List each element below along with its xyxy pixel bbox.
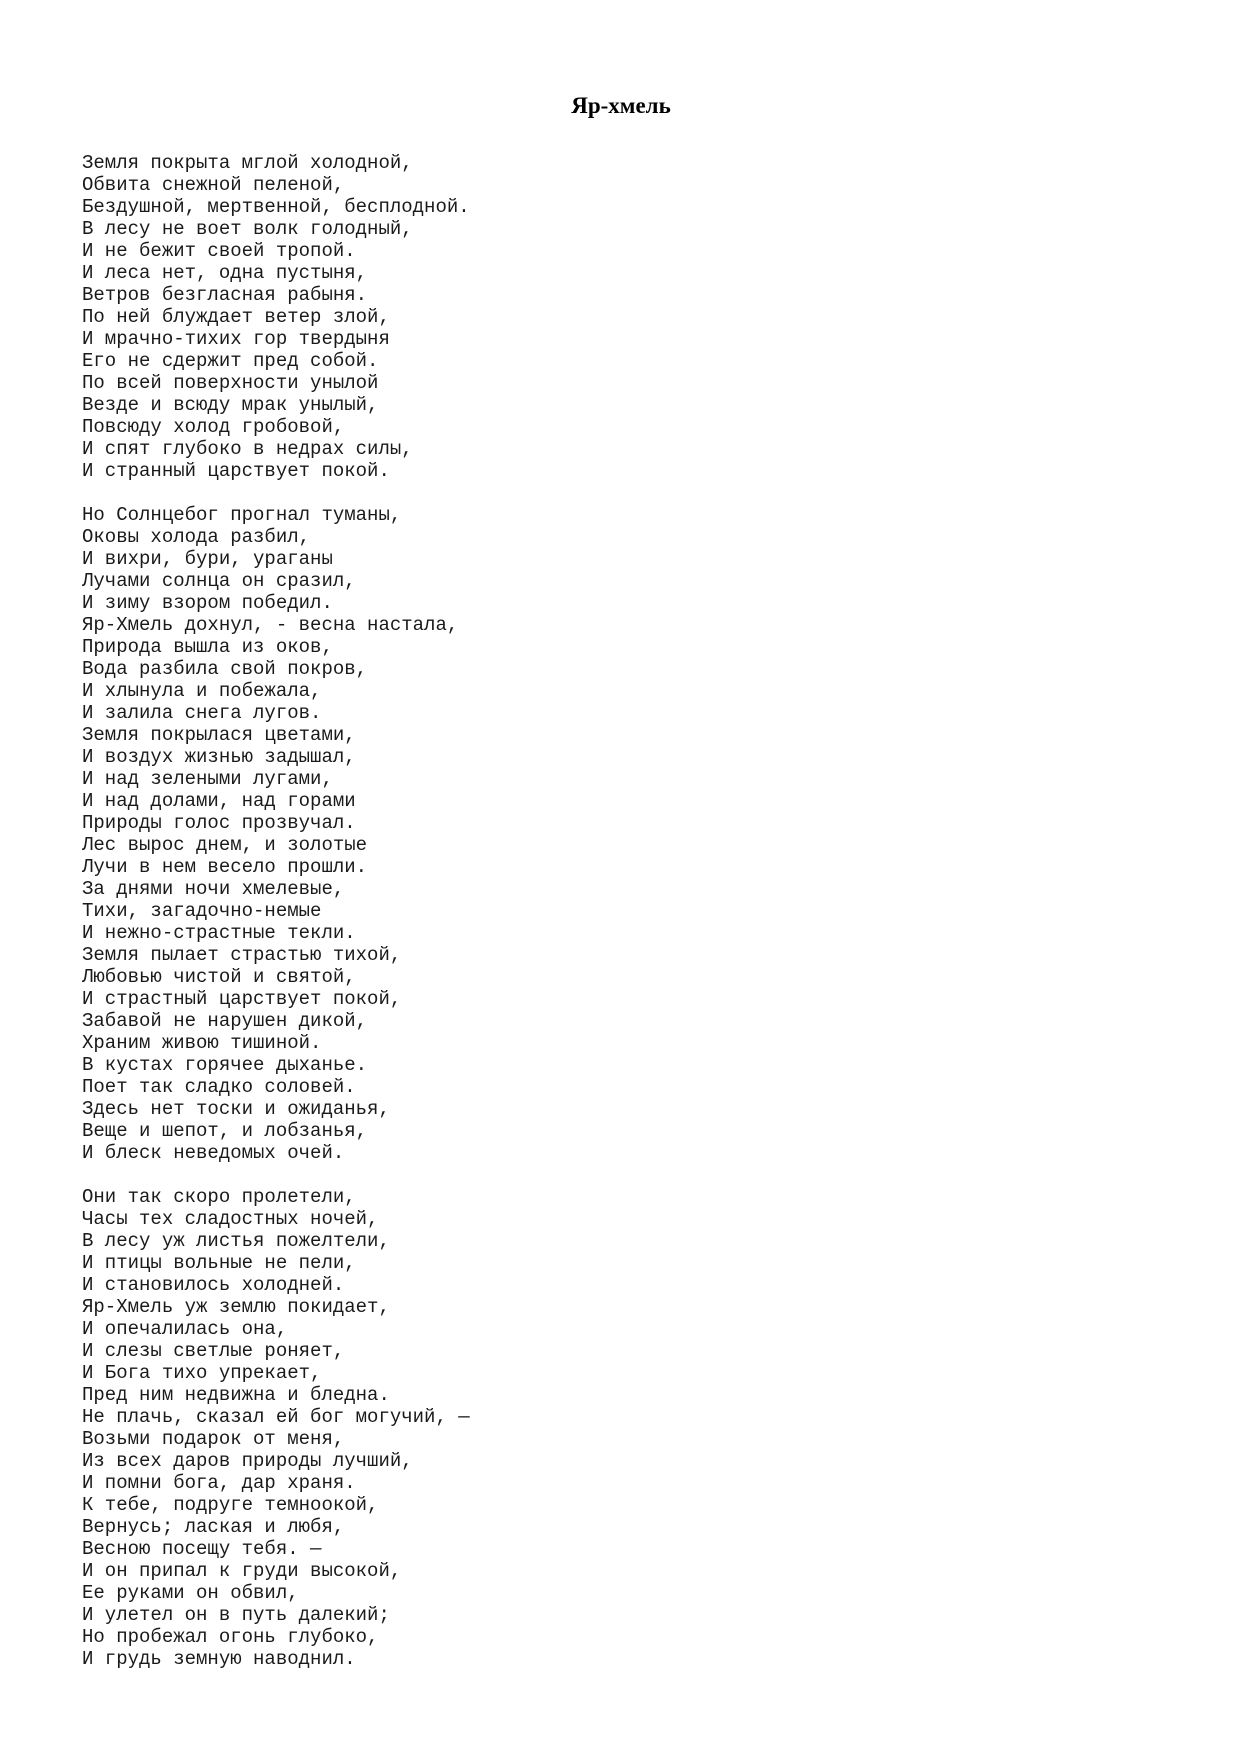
poem-line: Лучами солнца он сразил, bbox=[82, 570, 356, 592]
poem-stanza bbox=[82, 504, 1082, 1164]
poem-line: И блеск неведомых очей. bbox=[82, 1142, 345, 1164]
poem-line: И странный царствует покой. bbox=[82, 460, 390, 482]
poem-line: Повсюду холод гробовой, bbox=[82, 416, 345, 438]
poem-line: Земля покрыта мглой холодной, bbox=[82, 152, 413, 174]
poem-line: И хлынула и побежала, bbox=[82, 680, 322, 702]
poem-line: И он припал к груди высокой, bbox=[82, 1560, 402, 1582]
poem-line: Поет так сладко соловей. bbox=[82, 1076, 356, 1098]
poem-line: И опечалилась она, bbox=[82, 1318, 288, 1340]
poem-line: Земля покрылася цветами, bbox=[82, 724, 356, 746]
poem-line: Везде и всюду мрак унылый, bbox=[82, 394, 379, 416]
poem-line: И вихри, бури, ураганы bbox=[82, 548, 333, 570]
poem-line: Ее руками он обвил, bbox=[82, 1582, 299, 1604]
poem-line: В лесу не воет волк голодный, bbox=[82, 218, 413, 240]
poem-line: Лес вырос днем, и золотые bbox=[82, 834, 368, 856]
poem-line: Обвита снежной пеленой, bbox=[82, 174, 345, 196]
poem-line: Пред ним недвижна и бледна. bbox=[82, 1384, 390, 1406]
poem-line: Любовью чистой и святой, bbox=[82, 966, 356, 988]
poem-line: И становилось холодней. bbox=[82, 1274, 345, 1296]
poem-line: Лучи в нем весело прошли. bbox=[82, 856, 368, 878]
poem-line: И над зелеными лугами, bbox=[82, 768, 333, 790]
poem-line: И не бежит своей тропой. bbox=[82, 240, 356, 262]
poem-line: Бездушной, мертвенной, бесплодной. bbox=[82, 196, 470, 218]
poem-line: Веще и шепот, и лобзанья, bbox=[82, 1120, 368, 1142]
poem-line: По всей поверхности унылой bbox=[82, 372, 379, 394]
poem-line: И птицы вольные не пели, bbox=[82, 1252, 356, 1274]
poem-line: Из всех даров природы лучший, bbox=[82, 1450, 413, 1472]
poem-line: И грудь земную наводнил. bbox=[82, 1648, 356, 1670]
poem-line: Но Солнцебог прогнал туманы, bbox=[82, 504, 402, 526]
poem-line: И леса нет, одна пустыня, bbox=[82, 262, 368, 284]
poem-line: Его не сдержит пред собой. bbox=[82, 350, 379, 372]
poem-line: И помни бога, дар храня. bbox=[82, 1472, 356, 1494]
poem-line: И улетел он в путь далекий; bbox=[82, 1604, 390, 1626]
poem-line: Возьми подарок от меня, bbox=[82, 1428, 345, 1450]
poem-line: Здесь нет тоски и ожиданья, bbox=[82, 1098, 390, 1120]
poem-line: И страстный царствует покой, bbox=[82, 988, 402, 1010]
poem-line: И мрачно-тихих гор твердыня bbox=[82, 328, 390, 350]
poem-line: И Бога тихо упрекает, bbox=[82, 1362, 322, 1384]
poem-line: Ветров безгласная рабыня. bbox=[82, 284, 368, 306]
poem-stanza bbox=[82, 1186, 1082, 1670]
poem-line: Но пробежал огонь глубоко, bbox=[82, 1626, 379, 1648]
poem-line: Часы тех сладостных ночей, bbox=[82, 1208, 379, 1230]
poem-line: И воздух жизнью задышал, bbox=[82, 746, 356, 768]
poem-line: Природы голос прозвучал. bbox=[82, 812, 356, 834]
poem-line: Яр-Хмель уж землю покидает, bbox=[82, 1296, 390, 1318]
poem-line: Не плачь, сказал ей бог могучий, — bbox=[82, 1406, 470, 1428]
poem-line: И залила снега лугов. bbox=[82, 702, 322, 724]
poem-line: Яр-Хмель дохнул, - весна настала, bbox=[82, 614, 459, 636]
poem-line: В кустах горячее дыханье. bbox=[82, 1054, 368, 1076]
poem-line: И спят глубоко в недрах силы, bbox=[82, 438, 413, 460]
poem-body bbox=[82, 152, 1082, 1692]
poem-line: Вода разбила свой покров, bbox=[82, 658, 368, 680]
poem-line: Вернусь; лаская и любя, bbox=[82, 1516, 345, 1538]
poem-line: И над долами, над горами bbox=[82, 790, 356, 812]
poem-line: Тихи, загадочно-немые bbox=[82, 900, 322, 922]
poem-line: За днями ночи хмелевые, bbox=[82, 878, 345, 900]
poem-line: В лесу уж листья пожелтели, bbox=[82, 1230, 390, 1252]
poem-line: Земля пылает страстью тихой, bbox=[82, 944, 402, 966]
poem-line: К тебе, подруге темноокой, bbox=[82, 1494, 379, 1516]
poem-line: И нежно-страстные текли. bbox=[82, 922, 356, 944]
poem-line: Природа вышла из оков, bbox=[82, 636, 333, 658]
poem-line: Они так скоро пролетели, bbox=[82, 1186, 356, 1208]
poem-line: И слезы светлые роняет, bbox=[82, 1340, 345, 1362]
poem-line: Храним живою тишиной. bbox=[82, 1032, 322, 1054]
poem-title: Яр-хмель bbox=[571, 93, 671, 118]
poem-stanza bbox=[82, 152, 1082, 482]
poem-line: И зиму взором победил. bbox=[82, 592, 333, 614]
poem-line: Весною посещу тебя. — bbox=[82, 1538, 322, 1560]
poem-line: Оковы холода разбил, bbox=[82, 526, 311, 548]
poem-line: Забавой не нарушен дикой, bbox=[82, 1010, 368, 1032]
poem-line: По ней блуждает ветер злой, bbox=[82, 306, 390, 328]
